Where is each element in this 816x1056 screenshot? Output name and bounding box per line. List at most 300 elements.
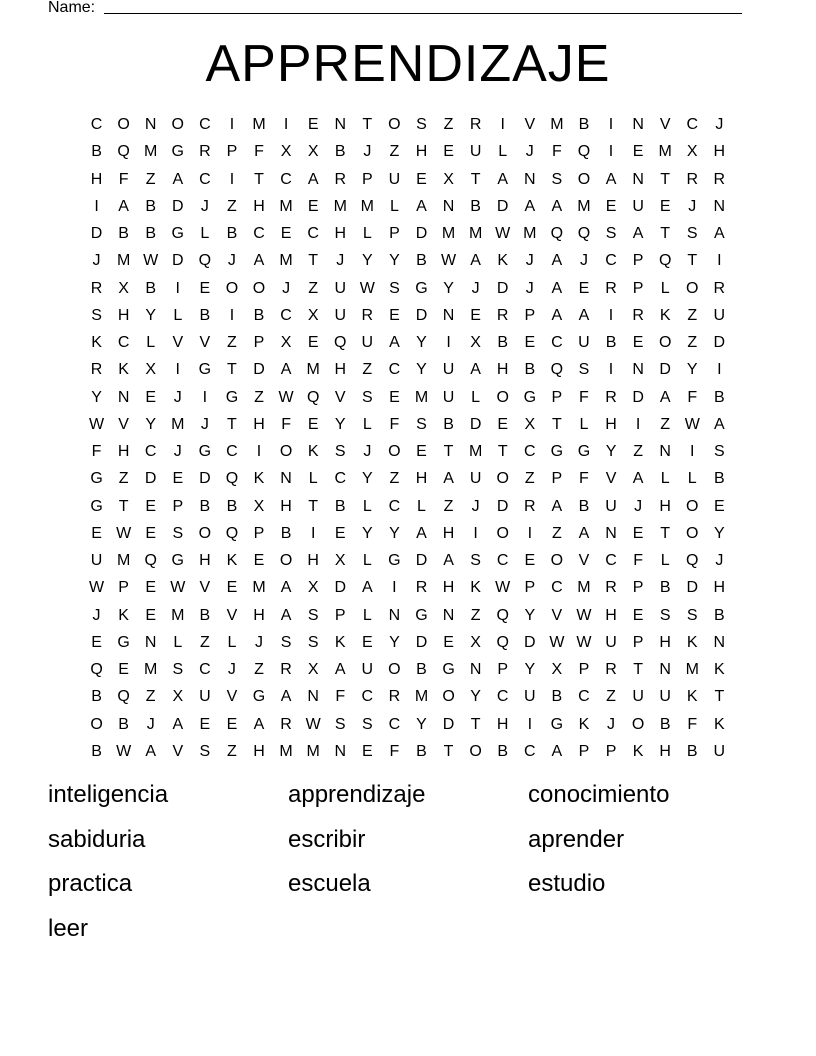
grid-letter[interactable]: G [550, 715, 564, 733]
grid-letter[interactable]: B [497, 334, 509, 351]
grid-letter[interactable]: I [608, 143, 614, 161]
grid-letter[interactable]: I [717, 361, 722, 379]
grid-letter[interactable]: B [524, 361, 536, 379]
grid-letter[interactable]: N [632, 170, 644, 188]
grid-letter[interactable]: B [714, 388, 725, 406]
grid-letter[interactable]: L [173, 633, 183, 651]
grid-letter[interactable]: O [496, 524, 509, 542]
grid-letter[interactable]: K [714, 661, 725, 678]
grid-letter[interactable]: G [442, 661, 455, 678]
grid-letter[interactable]: V [172, 334, 184, 351]
grid-letter[interactable]: E [307, 415, 319, 433]
grid-letter[interactable]: O [442, 688, 455, 706]
grid-letter[interactable]: L [146, 334, 156, 351]
grid-letter[interactable]: H [307, 552, 319, 569]
grid-letter[interactable]: H [442, 524, 455, 542]
grid-letter[interactable]: I [500, 116, 505, 133]
grid-letter[interactable]: D [632, 388, 644, 406]
grid-letter[interactable]: C [307, 225, 319, 242]
grid-letter[interactable]: R [605, 388, 617, 406]
grid-letter[interactable]: E [443, 143, 454, 161]
grid-letter[interactable]: D [171, 197, 184, 215]
grid-letter[interactable]: E [416, 443, 427, 460]
grid-letter[interactable]: I [527, 524, 533, 542]
grid-letter[interactable]: H [117, 306, 130, 324]
grid-letter[interactable]: Q [225, 470, 239, 488]
grid-letter[interactable]: K [91, 334, 102, 351]
grid-letter[interactable]: S [416, 415, 427, 433]
grid-letter[interactable]: J [92, 606, 101, 624]
grid-letter[interactable]: N [605, 524, 617, 542]
grid-letter[interactable]: V [226, 688, 238, 706]
grid-letter[interactable]: W [143, 252, 159, 270]
grid-letter[interactable]: T [470, 715, 481, 733]
grid-letter[interactable]: N [713, 633, 726, 651]
grid-letter[interactable]: O [388, 661, 401, 678]
grid-letter[interactable]: M [414, 388, 429, 406]
grid-letter[interactable]: D [713, 334, 726, 351]
grid-letter[interactable]: W [441, 252, 457, 270]
grid-letter[interactable]: B [199, 306, 211, 324]
grid-letter[interactable]: M [171, 606, 185, 624]
grid-letter[interactable]: H [253, 606, 265, 624]
grid-letter[interactable]: S [280, 633, 292, 651]
grid-letter[interactable]: Q [577, 143, 591, 161]
grid-letter[interactable]: F [389, 415, 400, 433]
grid-letter[interactable]: M [441, 225, 456, 242]
grid-letter[interactable]: B [118, 225, 129, 242]
grid-letter[interactable]: X [307, 306, 319, 324]
grid-letter[interactable]: H [253, 742, 265, 760]
grid-letter[interactable]: B [91, 688, 102, 706]
grid-letter[interactable]: C [117, 334, 130, 351]
name-field[interactable] [48, 0, 742, 18]
grid-letter[interactable]: G [225, 388, 239, 406]
grid-letter[interactable]: A [551, 742, 563, 760]
grid-letter[interactable]: U [90, 552, 103, 569]
grid-letter[interactable]: S [172, 524, 184, 542]
grid-letter[interactable]: H [334, 361, 347, 379]
grid-letter[interactable]: C [496, 688, 509, 706]
grid-letter[interactable]: S [199, 742, 211, 760]
grid-letter[interactable]: H [605, 606, 617, 624]
grid-letter[interactable]: J [525, 279, 534, 297]
grid-letter[interactable]: A [172, 715, 184, 733]
grid-letter[interactable]: J [634, 497, 643, 515]
grid-letter[interactable]: F [551, 143, 562, 161]
grid-letter[interactable]: P [253, 334, 265, 351]
grid-letter[interactable]: C [280, 170, 292, 188]
grid-letter[interactable]: H [253, 415, 265, 433]
grid-letter[interactable]: C [388, 497, 401, 515]
grid-letter[interactable]: K [659, 306, 671, 324]
grid-letter[interactable]: B [443, 415, 454, 433]
grid-letter[interactable]: O [388, 116, 401, 133]
grid-letter[interactable]: D [524, 633, 536, 651]
grid-letter[interactable]: M [550, 116, 564, 133]
grid-letter[interactable]: I [229, 116, 235, 133]
grid-letter[interactable]: C [199, 170, 211, 188]
grid-letter[interactable]: T [470, 170, 481, 188]
grid-letter[interactable]: U [442, 361, 455, 379]
grid-letter[interactable]: Q [144, 552, 157, 569]
grid-letter[interactable]: A [416, 197, 427, 215]
grid-letter[interactable]: X [280, 334, 292, 351]
grid-letter[interactable]: L [498, 143, 508, 161]
grid-letter[interactable]: S [361, 388, 373, 406]
grid-letter[interactable]: S [578, 361, 590, 379]
grid-letter[interactable]: T [633, 661, 643, 678]
grid-letter[interactable]: R [415, 579, 428, 597]
grid-letter[interactable]: X [443, 170, 454, 188]
grid-letter[interactable]: I [229, 170, 235, 188]
grid-letter[interactable]: A [280, 688, 292, 706]
grid-letter[interactable]: L [660, 552, 670, 569]
grid-letter[interactable]: U [632, 197, 644, 215]
grid-letter[interactable]: O [686, 279, 699, 297]
grid-letter[interactable]: D [199, 470, 211, 488]
grid-letter[interactable]: O [171, 116, 184, 133]
grid-letter[interactable]: M [306, 742, 320, 760]
grid-letter[interactable]: E [91, 633, 102, 651]
grid-letter[interactable]: P [632, 252, 644, 270]
grid-letter[interactable]: B [199, 497, 211, 515]
grid-letter[interactable]: O [577, 170, 591, 188]
grid-letter[interactable]: W [116, 742, 132, 760]
grid-letter[interactable]: V [199, 579, 211, 597]
grid-letter[interactable]: I [175, 279, 180, 297]
grid-letter[interactable]: W [305, 715, 321, 733]
grid-letter[interactable]: H [659, 497, 671, 515]
grid-letter[interactable]: Q [198, 252, 212, 270]
grid-letter[interactable]: E [280, 225, 292, 242]
grid-letter[interactable]: H [659, 742, 671, 760]
grid-letter[interactable]: E [253, 552, 265, 569]
grid-letter[interactable]: J [336, 252, 345, 270]
grid-letter[interactable]: P [524, 306, 536, 324]
grid-letter[interactable]: Y [686, 361, 698, 379]
grid-letter[interactable]: K [714, 715, 725, 733]
grid-letter[interactable]: Z [687, 334, 698, 351]
grid-letter[interactable]: U [199, 688, 211, 706]
grid-letter[interactable]: Q [117, 143, 130, 161]
grid-letter[interactable]: X [470, 633, 481, 651]
grid-letter[interactable]: E [145, 497, 157, 515]
grid-letter[interactable]: S [470, 552, 481, 569]
grid-letter[interactable]: E [199, 279, 211, 297]
grid-letter[interactable]: S [686, 225, 698, 242]
grid-letter[interactable]: B [497, 742, 509, 760]
grid-letter[interactable]: I [608, 116, 614, 133]
grid-letter[interactable]: L [660, 279, 670, 297]
grid-letter[interactable]: K [632, 742, 644, 760]
grid-letter[interactable]: X [307, 661, 319, 678]
grid-letter[interactable]: E [145, 606, 157, 624]
grid-letter[interactable]: N [442, 306, 455, 324]
grid-letter[interactable]: R [90, 361, 103, 379]
grid-letter[interactable]: L [362, 552, 372, 569]
grid-letter[interactable]: I [717, 252, 722, 270]
grid-letter[interactable]: A [416, 524, 427, 542]
grid-letter[interactable]: Y [389, 252, 400, 270]
grid-letter[interactable]: N [280, 470, 292, 488]
grid-letter[interactable]: J [173, 388, 182, 406]
grid-letter[interactable]: G [252, 688, 266, 706]
grid-letter[interactable]: E [578, 279, 590, 297]
grid-letter[interactable]: L [389, 197, 399, 215]
grid-letter[interactable]: A [551, 197, 563, 215]
grid-letter[interactable]: Z [227, 197, 237, 215]
grid-letter[interactable]: E [416, 170, 427, 188]
grid-letter[interactable]: L [471, 388, 481, 406]
grid-letter[interactable]: P [226, 143, 238, 161]
grid-letter[interactable]: X [686, 143, 698, 161]
grid-letter[interactable]: K [334, 633, 346, 651]
grid-letter[interactable]: R [334, 170, 347, 188]
grid-letter[interactable]: A [659, 388, 671, 406]
grid-letter[interactable]: H [415, 143, 428, 161]
grid-letter[interactable]: J [688, 197, 697, 215]
grid-letter[interactable]: M [577, 579, 591, 597]
grid-letter[interactable]: U [659, 688, 671, 706]
grid-letter[interactable]: J [525, 252, 534, 270]
grid-letter[interactable]: S [334, 443, 346, 460]
grid-letter[interactable]: T [714, 688, 725, 706]
grid-letter[interactable]: F [281, 415, 291, 433]
grid-letter[interactable]: M [523, 225, 537, 242]
grid-letter[interactable]: G [415, 606, 428, 624]
grid-letter[interactable]: C [199, 661, 211, 678]
grid-letter[interactable]: A [714, 225, 725, 242]
grid-letter[interactable]: Y [416, 361, 427, 379]
grid-letter[interactable]: S [389, 279, 400, 297]
grid-letter[interactable]: Z [687, 306, 698, 324]
grid-letter[interactable]: Q [577, 225, 591, 242]
grid-letter[interactable]: L [362, 606, 372, 624]
grid-letter[interactable]: G [90, 470, 103, 488]
grid-letter[interactable]: Z [362, 361, 373, 379]
grid-letter[interactable]: Z [443, 497, 454, 515]
grid-letter[interactable]: A [361, 579, 373, 597]
grid-letter[interactable]: M [252, 579, 266, 597]
grid-letter[interactable]: E [145, 524, 157, 542]
grid-letter[interactable]: J [715, 552, 724, 569]
grid-letter[interactable]: O [469, 742, 482, 760]
grid-letter[interactable]: Z [551, 524, 562, 542]
grid-letter[interactable]: Y [524, 606, 536, 624]
grid-letter[interactable]: X [145, 361, 157, 379]
grid-letter[interactable]: V [659, 116, 671, 133]
grid-letter[interactable]: L [417, 497, 426, 515]
grid-letter[interactable]: J [200, 415, 209, 433]
grid-letter[interactable]: R [361, 306, 374, 324]
grid-letter[interactable]: O [388, 443, 401, 460]
grid-letter[interactable]: Y [145, 415, 157, 433]
grid-letter[interactable]: O [279, 443, 293, 460]
grid-letter[interactable]: B [605, 334, 617, 351]
grid-letter[interactable]: P [551, 388, 563, 406]
grid-letter[interactable]: Z [633, 443, 643, 460]
grid-letter[interactable]: H [496, 715, 509, 733]
grid-letter[interactable]: O [550, 552, 564, 569]
grid-letter[interactable]: I [446, 334, 451, 351]
grid-letter[interactable]: E [632, 524, 644, 542]
grid-letter[interactable]: T [227, 415, 237, 433]
grid-letter[interactable]: U [361, 661, 374, 678]
grid-letter[interactable]: O [225, 279, 239, 297]
grid-letter[interactable]: H [713, 579, 726, 597]
grid-letter[interactable]: Y [524, 661, 536, 678]
grid-letter[interactable]: N [117, 388, 130, 406]
grid-letter[interactable]: O [496, 470, 509, 488]
grid-letter[interactable]: N [144, 633, 157, 651]
grid-letter[interactable]: D [496, 197, 509, 215]
grid-letter[interactable]: R [713, 279, 726, 297]
grid-letter[interactable]: R [632, 306, 644, 324]
grid-letter[interactable]: F [389, 742, 400, 760]
grid-letter[interactable]: N [469, 661, 482, 678]
grid-letter[interactable]: B [714, 470, 725, 488]
grid-letter[interactable]: X [280, 143, 292, 161]
grid-letter[interactable]: P [551, 470, 563, 488]
grid-letter[interactable]: B [199, 606, 211, 624]
grid-letter[interactable]: M [116, 552, 131, 569]
grid-letter[interactable]: N [524, 170, 536, 188]
grid-letter[interactable]: V [118, 415, 129, 433]
grid-letter[interactable]: Z [145, 170, 156, 188]
grid-letter[interactable]: Z [389, 143, 400, 161]
grid-letter[interactable]: Q [306, 388, 320, 406]
grid-letter[interactable]: H [659, 633, 671, 651]
grid-letter[interactable]: A [443, 470, 454, 488]
grid-letter[interactable]: E [632, 334, 644, 351]
grid-letter[interactable]: R [90, 279, 103, 297]
grid-letter[interactable]: Y [361, 252, 373, 270]
grid-letter[interactable]: J [363, 443, 372, 460]
grid-letter[interactable]: C [199, 116, 211, 133]
grid-letter[interactable]: C [496, 552, 509, 569]
grid-letter[interactable]: E [307, 334, 319, 351]
grid-letter[interactable]: F [633, 552, 643, 569]
grid-letter[interactable]: M [685, 661, 699, 678]
grid-letter[interactable]: E [91, 524, 102, 542]
grid-letter[interactable]: E [605, 197, 617, 215]
grid-letter[interactable]: J [363, 143, 372, 161]
grid-letter[interactable]: U [524, 688, 536, 706]
grid-letter[interactable]: H [415, 470, 428, 488]
grid-letter[interactable]: R [280, 715, 292, 733]
grid-letter[interactable]: W [170, 579, 186, 597]
grid-letter[interactable]: V [334, 388, 346, 406]
grid-letter[interactable]: N [632, 116, 644, 133]
grid-letter[interactable]: W [549, 633, 565, 651]
grid-letter[interactable]: J [525, 143, 534, 161]
grid-letter[interactable]: E [334, 524, 346, 542]
grid-letter[interactable]: P [361, 170, 373, 188]
grid-letter[interactable]: W [684, 415, 700, 433]
grid-letter[interactable]: O [117, 116, 130, 133]
grid-letter[interactable]: J [92, 252, 101, 270]
grid-letter[interactable]: A [334, 661, 346, 678]
grid-letter[interactable]: G [550, 443, 564, 460]
grid-letter[interactable]: X [118, 279, 129, 297]
grid-letter[interactable]: M [658, 143, 672, 161]
grid-letter[interactable]: Z [470, 606, 481, 624]
grid-letter[interactable]: O [198, 524, 212, 542]
grid-letter[interactable]: M [360, 197, 374, 215]
grid-letter[interactable]: M [279, 742, 293, 760]
grid-letter[interactable]: D [144, 470, 157, 488]
grid-letter[interactable]: S [714, 443, 725, 460]
grid-letter[interactable]: D [415, 633, 428, 651]
grid-letter[interactable]: C [605, 252, 617, 270]
grid-letter[interactable]: A [714, 415, 725, 433]
grid-letter[interactable]: T [118, 497, 129, 515]
grid-letter[interactable]: M [306, 361, 320, 379]
grid-letter[interactable]: U [578, 334, 590, 351]
grid-letter[interactable]: Q [117, 688, 130, 706]
grid-letter[interactable]: E [172, 470, 184, 488]
grid-letter[interactable]: B [416, 742, 427, 760]
grid-letter[interactable]: X [470, 334, 481, 351]
grid-letter[interactable]: Z [227, 742, 237, 760]
grid-letter[interactable]: P [632, 633, 644, 651]
grid-letter[interactable]: X [253, 497, 265, 515]
grid-letter[interactable]: O [686, 497, 699, 515]
grid-letter[interactable]: U [442, 388, 455, 406]
grid-letter[interactable]: I [310, 524, 316, 542]
grid-letter[interactable]: A [551, 279, 563, 297]
grid-letter[interactable]: H [280, 497, 292, 515]
grid-letter[interactable]: Z [389, 470, 400, 488]
grid-letter[interactable]: S [686, 606, 698, 624]
grid-letter[interactable]: Y [470, 688, 481, 706]
grid-letter[interactable]: U [605, 633, 617, 651]
grid-letter[interactable]: E [632, 143, 644, 161]
grid-letter[interactable]: K [253, 470, 265, 488]
grid-letter[interactable]: I [527, 715, 533, 733]
grid-letter[interactable]: E [443, 633, 454, 651]
grid-letter[interactable]: N [388, 606, 401, 624]
grid-letter[interactable]: D [334, 579, 347, 597]
grid-letter[interactable]: M [279, 252, 293, 270]
grid-letter[interactable]: B [659, 579, 671, 597]
grid-letter[interactable]: K [470, 579, 481, 597]
grid-letter[interactable]: X [307, 579, 319, 597]
grid-letter[interactable]: Y [334, 415, 346, 433]
grid-letter[interactable]: B [416, 252, 427, 270]
grid-letter[interactable]: T [254, 170, 264, 188]
grid-letter[interactable]: D [442, 715, 455, 733]
grid-letter[interactable]: P [578, 742, 590, 760]
grid-letter[interactable]: N [632, 361, 644, 379]
grid-letter[interactable]: M [414, 688, 429, 706]
grid-letter[interactable]: A [632, 470, 644, 488]
grid-letter[interactable]: F [91, 443, 102, 460]
grid-letter[interactable]: C [388, 715, 401, 733]
grid-letter[interactable]: J [200, 197, 209, 215]
grid-letter[interactable]: B [118, 715, 129, 733]
grid-letter[interactable]: G [171, 225, 184, 242]
grid-letter[interactable]: C [605, 552, 617, 569]
grid-letter[interactable]: Z [443, 116, 454, 133]
grid-letter[interactable]: V [551, 606, 563, 624]
grid-letter[interactable]: A [578, 306, 590, 324]
grid-letter[interactable]: P [118, 579, 129, 597]
grid-letter[interactable]: C [226, 443, 238, 460]
grid-letter[interactable]: P [389, 225, 400, 242]
grid-letter[interactable]: J [227, 661, 236, 678]
